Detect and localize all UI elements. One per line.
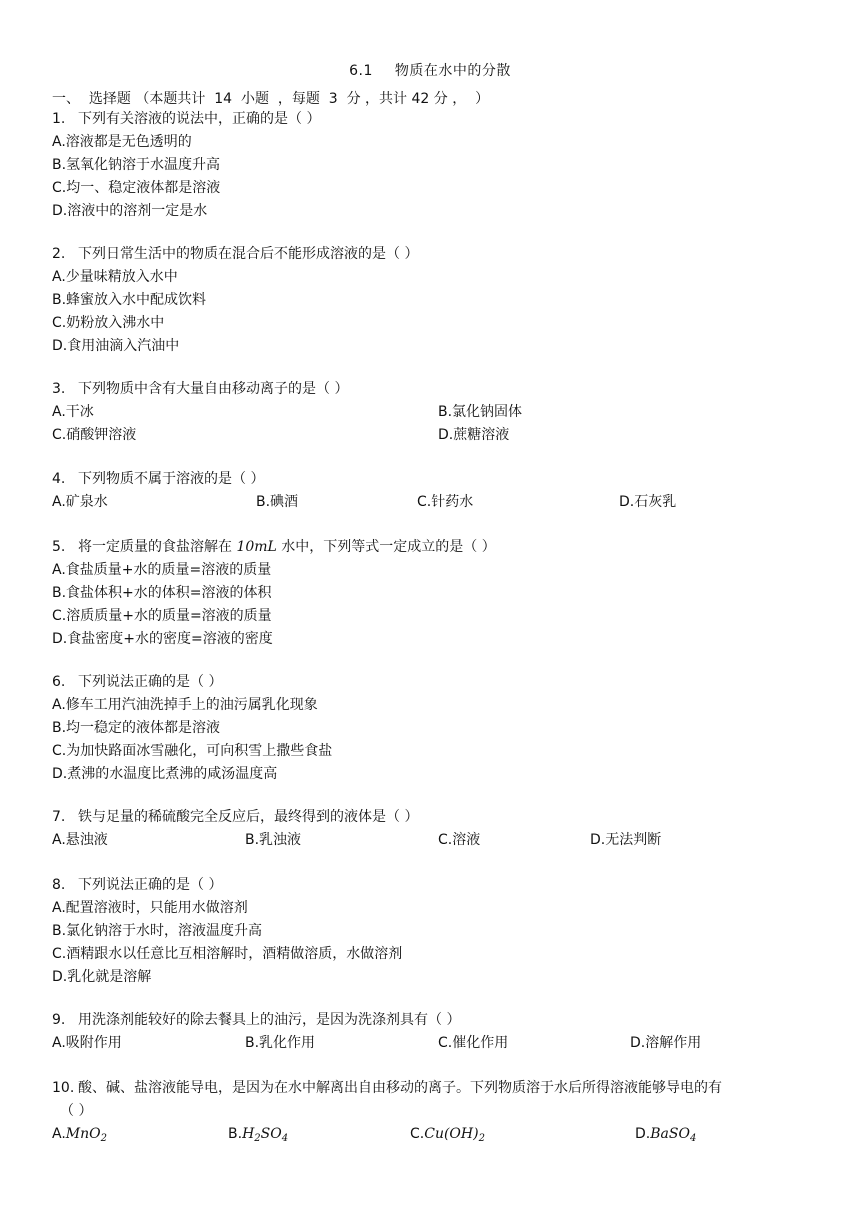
question-number: 8. (52, 877, 66, 893)
option-d: D.食用油滴入汽油中 (52, 338, 180, 354)
question-number: 4. (52, 471, 66, 487)
option-c: C.奶粉放入沸水中 (52, 315, 165, 331)
question-3 (52, 378, 822, 447)
option-a: A.MnO$_2$ (52, 1126, 107, 1144)
question-stem: 下列日常生活中的物质在混合后不能形成溶液的是（ ） (78, 246, 419, 262)
question-number: 3. (52, 381, 66, 397)
option-d: D.乳化就是溶解 (52, 969, 152, 985)
option-c: C.催化作用 (438, 1035, 509, 1051)
question-number: 7. (52, 809, 66, 825)
question-number: 10. (52, 1080, 75, 1096)
option-d: D.溶液中的溶剂一定是水 (52, 203, 208, 219)
option-b: B.氯化钠溶于水时，溶液温度升高 (52, 923, 263, 939)
option-a: A.少量味精放入水中 (52, 269, 178, 285)
option-c: C.硝酸钾溶液 (52, 427, 137, 443)
answer-paren: （ ） (60, 1103, 93, 1119)
title-text: 物质在水中的分散 (394, 63, 511, 79)
option-b: B.蜂蜜放入水中配成饮料 (52, 292, 207, 308)
page-title (0, 60, 860, 80)
question-stem: 下列物质不属于溶液的是（ ） (78, 471, 265, 487)
option-b: B.氯化钠固体 (438, 404, 523, 420)
option-d: D.石灰乳 (619, 494, 677, 510)
option-d: D.食盐密度+水的密度=溶液的密度 (52, 631, 273, 647)
option-a: A.修车工用汽油洗掉手上的油污属乳化现象 (52, 697, 318, 713)
question-stem: 下列说法正确的是（ ） (78, 877, 223, 893)
option-b: B.乳浊液 (245, 832, 302, 848)
question-number: 2. (52, 246, 66, 262)
option-a: A.配置溶液时，只能用水做溶剂 (52, 900, 248, 916)
option-b: B.均一稳定的液体都是溶液 (52, 720, 221, 736)
title-number: 6.1 (349, 63, 373, 79)
question-stem: 酸、碱、盐溶液能导电，是因为在水中解离出自由移动的离子。下列物质溶于水后所得溶液能够导电的有 (78, 1080, 722, 1096)
option-b: B.碘酒 (256, 494, 299, 510)
question-stem: 下列说法正确的是（ ） (78, 674, 223, 690)
question-number: 9. (52, 1012, 66, 1028)
question-9 (52, 1009, 822, 1055)
question-number: 5. (52, 539, 66, 555)
question-10 (52, 1077, 822, 1146)
question-stem: 铁与足量的稀硫酸完全反应后，最终得到的液体是（ ） (78, 809, 419, 825)
question-stem: 将一定质量的食盐溶解在 (78, 539, 237, 555)
question-2 (52, 243, 822, 358)
question-number: 1. (52, 111, 66, 127)
question-stem: 下列物质中含有大量自由移动离子的是（ ） (78, 381, 349, 397)
option-b: B.食盐体积+水的体积=溶液的体积 (52, 585, 272, 601)
option-a: A.食盐质量+水的质量=溶液的质量 (52, 562, 272, 578)
option-a: A.吸附作用 (52, 1035, 122, 1051)
option-c: C.针药水 (417, 494, 474, 510)
option-c: $C.Cu(OH)_2$ (410, 1126, 485, 1144)
option-d: D.蔗糖溶液 (438, 427, 510, 443)
section-heading: 一、 选择题 （本题共计 14 小题 ，每题 3 分 ，共计 42 分 ， ） (52, 91, 490, 107)
option-d: D.无法判断 (590, 832, 662, 848)
question-1 (52, 108, 822, 223)
option-d: D.煮沸的水温度比煮沸的咸汤温度高 (52, 766, 278, 782)
option-a: A.溶液都是无色透明的 (52, 134, 192, 150)
question-number: 6. (52, 674, 66, 690)
option-c: C.溶液 (438, 832, 481, 848)
option-b: $B.H_2SO_4$ (228, 1126, 289, 1144)
option-a: A.悬浊液 (52, 832, 108, 848)
option-a: A.干冰 (52, 404, 94, 420)
question-8 (52, 874, 822, 989)
question-stem-rest: 水中，下列等式一定成立的是（ ） (276, 539, 496, 555)
option-d: D.BaSO$_4$ (635, 1126, 697, 1144)
question-4 (52, 468, 822, 514)
question-7 (52, 806, 822, 852)
option-c: C.为加快路面冰雪融化，可向积雪上撒些食盐 (52, 743, 333, 759)
option-b: B.乳化作用 (245, 1035, 316, 1051)
option-a: A.矿泉水 (52, 494, 108, 510)
volume-formula: 10mL (236, 539, 277, 555)
question-stem: 下列有关溶液的说法中，正确的是（ ） (78, 111, 321, 127)
option-d: D.溶解作用 (630, 1035, 702, 1051)
option-c: C.溶质质量+水的质量=溶液的质量 (52, 608, 272, 624)
question-5 (52, 536, 822, 651)
question-6 (52, 671, 822, 786)
question-stem: 用洗涤剂能较好的除去餐具上的油污，是因为洗涤剂具有（ ） (78, 1012, 461, 1028)
option-c: C.均一、稳定液体都是溶液 (52, 180, 221, 196)
option-b: B.氢氧化钠溶于水温度升高 (52, 157, 221, 173)
option-c: C.酒精跟水以任意比互相溶解时，酒精做溶质，水做溶剂 (52, 946, 403, 962)
